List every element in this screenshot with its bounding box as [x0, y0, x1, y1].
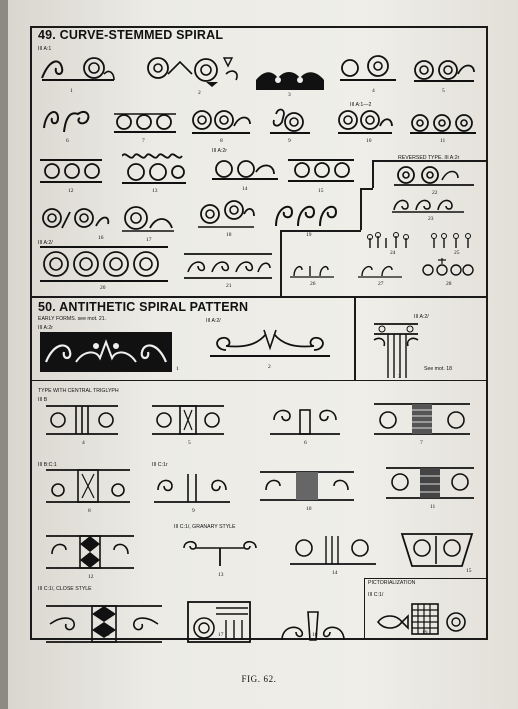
spiral-motif-49-6 [40, 104, 94, 134]
antithetic-motif-50-3 [370, 318, 422, 380]
antithetic-motif-50-14 [288, 532, 378, 566]
motif-number: 11 [430, 504, 436, 510]
motif-number: 17 [218, 632, 224, 638]
label-early: EARLY FORMS. see mot. 21. [38, 316, 107, 322]
motif-number: 4 [372, 88, 375, 94]
antithetic-motif-50-7 [372, 402, 472, 436]
label-a2: III A:2/ [38, 240, 53, 246]
motif-number: 20 [100, 285, 106, 291]
antithetic-motif-50-11 [384, 466, 476, 500]
antithetic-motif-50-9 [152, 470, 232, 504]
motif-number: 8 [88, 508, 91, 514]
spiral-motif-49-1 [40, 54, 116, 84]
motif-number: 9 [288, 138, 291, 144]
motif-number: 14 [332, 570, 338, 576]
spiral-motif-49-7 [114, 112, 176, 134]
spiral-motif-49-24 [366, 232, 416, 250]
divider-under-early [30, 380, 488, 381]
spiral-motif-49-13 [122, 150, 186, 186]
motif-number: 9 [192, 508, 195, 514]
spiral-motif-49-23 [392, 196, 464, 214]
antithetic-motif-50-15 [398, 528, 476, 568]
label-triglyph: TYPE WITH CENTRAL TRIGLYPH [38, 388, 119, 394]
staircase-divider-v2 [360, 188, 362, 230]
spiral-motif-49-4 [338, 54, 398, 84]
staircase-divider-h3 [280, 230, 361, 232]
label-close: III C:1/, CLOSE STYLE [38, 586, 92, 592]
spiral-motif-49-25 [430, 232, 478, 250]
motif-number: 7 [142, 138, 145, 144]
spiral-motif-49-21 [184, 252, 272, 280]
label-b: III B [38, 397, 48, 403]
spiral-motif-49-27 [358, 260, 402, 278]
label-pc1: III C:1/ [368, 592, 384, 598]
section-divider [30, 296, 488, 298]
motif-number: 2 [268, 364, 271, 370]
antithetic-motif-50-10 [258, 470, 356, 502]
label-see-mot: See mot. 18 [424, 366, 452, 372]
spiral-motif-49-5 [412, 58, 476, 84]
motif-number: 24 [390, 250, 396, 256]
antithetic-motif-50-16 [44, 604, 164, 644]
motif-number: 1 [70, 88, 73, 94]
divider-motif-2-3 [354, 298, 356, 380]
spiral-motif-49-20 [40, 246, 168, 282]
spiral-motif-49-9 [268, 104, 312, 136]
motif-number: 3 [288, 92, 291, 98]
motif-number: 26 [310, 281, 316, 287]
motif-number: 5 [442, 88, 445, 94]
motif-number: 12 [88, 574, 94, 580]
spiral-motif-49-14 [212, 158, 278, 182]
label-50-a2r: III A:2r [38, 325, 53, 331]
spiral-motif-49-11 [410, 112, 476, 136]
motif-number: 7 [420, 440, 423, 446]
motif-number: 18 [312, 632, 318, 638]
antithetic-motif-50-5 [150, 404, 226, 436]
figure-caption: FIG. 62. [241, 674, 277, 684]
antithetic-motif-50-8 [44, 468, 132, 504]
antithetic-motif-50-1 [40, 332, 172, 372]
motif-number: 17 [146, 237, 152, 243]
motif-number: 3 [398, 374, 401, 380]
spiral-motif-49-2 [146, 54, 242, 88]
motif-number: 16 [98, 235, 104, 241]
label-reversed: REVERSED TYPE. III A:2r [398, 155, 460, 161]
label-granary: III C:1/, GRANARY STYLE [174, 524, 236, 530]
label-a12: III A:1—2 [350, 102, 372, 108]
label-bc1: III B:C:1 [38, 462, 57, 468]
staircase-divider-h2 [360, 188, 373, 190]
antithetic-motif-50-6 [268, 404, 342, 436]
section-49-title: 49. CURVE-STEMMED SPIRAL [38, 28, 224, 42]
spiral-motif-49-10 [336, 108, 394, 136]
motif-number: 13 [152, 188, 158, 194]
motif-number: 23 [428, 216, 434, 222]
motif-number: 15 [466, 568, 472, 574]
spiral-motif-49-16 [40, 206, 110, 232]
motif-number: 6 [304, 440, 307, 446]
motif-number: 2 [198, 90, 201, 96]
spiral-motif-49-17 [120, 204, 176, 234]
motif-number: 25 [454, 250, 460, 256]
motif-number: 6 [66, 138, 69, 144]
section-50-title: 50. ANTITHETIC SPIRAL PATTERN [38, 300, 249, 314]
motif-number: 5 [188, 440, 191, 446]
motif-number: 22 [432, 190, 438, 196]
motif-number: 10 [366, 138, 372, 144]
label-pictorial: PICTORIALIZATION [368, 580, 416, 586]
spiral-motif-49-3 [256, 68, 324, 90]
motif-number: 11 [440, 138, 446, 144]
spiral-motif-49-28 [420, 256, 476, 278]
motif-number: 12 [68, 188, 74, 194]
motif-number: 28 [446, 281, 452, 287]
label-c1r: III C:1r [152, 462, 168, 468]
motif-number: 10 [306, 506, 312, 512]
motif-number: 16 [104, 632, 110, 638]
staircase-divider-v1 [372, 160, 374, 188]
motif-number: 21 [226, 283, 232, 289]
antithetic-motif-50-18 [278, 606, 348, 644]
motif-number: 19 [422, 630, 428, 636]
label-50-a2a: III A:2/ [206, 318, 221, 324]
spiral-motif-49-8 [190, 108, 252, 136]
label-50-a2b: III A:2/ [414, 314, 429, 320]
book-gutter [0, 0, 8, 709]
staircase-divider-v3 [280, 230, 282, 296]
antithetic-motif-50-12 [44, 534, 136, 570]
spiral-motif-49-22 [392, 164, 476, 188]
antithetic-motif-50-4 [44, 404, 120, 436]
motif-number: 14 [242, 186, 248, 192]
antithetic-motif-50-2 [206, 326, 334, 362]
label-a1: III A:1 [38, 46, 52, 52]
motif-number: 8 [220, 138, 223, 144]
spiral-motif-49-12 [40, 158, 102, 184]
motif-number: 15 [318, 188, 324, 194]
motif-number: 27 [378, 281, 384, 287]
antithetic-motif-50-13 [178, 536, 262, 568]
label-a2r: III A:2r [212, 148, 227, 154]
motif-number: 18 [226, 232, 232, 238]
motif-number: 19 [306, 232, 312, 238]
motif-number: 4 [82, 440, 85, 446]
motif-number: 13 [218, 572, 224, 578]
spiral-motif-49-15 [288, 158, 354, 184]
motif-number: 1 [176, 366, 179, 372]
spiral-motif-49-26 [290, 260, 334, 278]
spiral-motif-49-18 [196, 196, 256, 230]
spiral-motif-49-19 [272, 196, 342, 230]
